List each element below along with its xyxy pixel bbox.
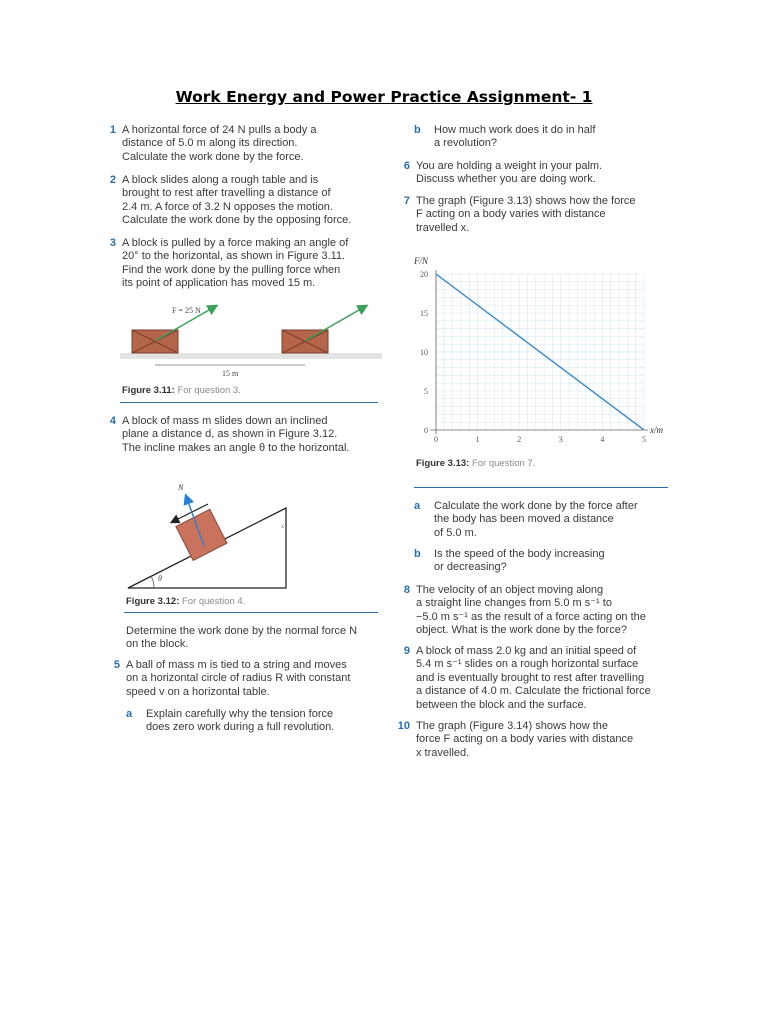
question-line: on a horizontal circle of radius R with constant [126, 672, 351, 685]
question-line: Discuss whether you are doing work. [416, 173, 596, 186]
question-line: of 5.0 m. [434, 526, 477, 539]
force-label: F = 25 N [172, 306, 201, 315]
question-line: distance of 5.0 m along its direction. [122, 137, 298, 150]
x-tick-label: 0 [434, 435, 438, 444]
question-line: A block of mass m slides down an inclined [122, 415, 328, 427]
question-line: Determine the work done by the normal force N [126, 625, 358, 637]
question-line: between the block and the surface. [416, 698, 587, 711]
angle-label: θ [158, 574, 162, 583]
question-number: 10 [397, 720, 410, 732]
subquestion-label: a [126, 708, 133, 720]
question-line: brought to rest after travelling a distance of [122, 187, 331, 200]
subquestion-label: b [414, 548, 421, 560]
caption-text: For question 7. [469, 458, 536, 469]
question-7 [403, 195, 676, 235]
block-end [282, 330, 328, 353]
question-number: 3 [109, 237, 116, 249]
question-line: a revolution? [434, 137, 497, 150]
figure-3-13-caption [416, 458, 535, 469]
question-line: A horizontal force of 24 N pulls a body a [122, 124, 317, 136]
figure-3-12 [96, 478, 386, 592]
figure-3-11-caption [122, 385, 241, 396]
sliding-block [176, 509, 227, 560]
figure-3-11 [120, 298, 382, 380]
question-line: How much work does it do in half [434, 124, 596, 136]
question-line: A block is pulled by a force making an angle of [122, 237, 349, 249]
question-3 [109, 237, 392, 291]
chart-ticks [420, 270, 646, 444]
x-tick-label: 3 [558, 435, 563, 444]
question-6 [403, 160, 676, 187]
divider [414, 487, 668, 488]
question-line: 2.4 m. A force of 3.2 N opposes the motion. [122, 200, 333, 213]
caption-label: Figure 3.12: [126, 596, 180, 607]
question-line: 20° to the horizontal, as shown in Figure 3.11. [122, 250, 346, 263]
question-line: a distance of 4.0 m. Calculate the frictional force [416, 685, 651, 698]
question-line: force F acting on a body varies with distance [416, 733, 634, 746]
block-start [132, 330, 178, 353]
question-number: 6 [403, 160, 410, 172]
x-tick-label: 5 [642, 435, 646, 444]
question-line: 5.4 m s⁻¹ slides on a rough horizontal surface [416, 658, 639, 671]
question-line: The velocity of an object moving along [416, 584, 604, 596]
question-line: The incline makes an angle θ to the horizontal. [122, 441, 350, 454]
subquestion-label: a [414, 500, 421, 512]
page-title: Work Energy and Power Practice Assignment- 1 [175, 88, 593, 106]
question-9 [403, 645, 678, 712]
question-number: 7 [403, 195, 410, 207]
question-line: The graph (Figure 3.13) shows how the force [416, 195, 636, 207]
question-line: Calculate the work done by the force. [122, 150, 304, 163]
divider [120, 402, 378, 403]
question-line: A block slides along a rough table and is [122, 174, 319, 186]
caption-label: Figure 3.11: [122, 385, 175, 396]
floor-surface [120, 353, 382, 359]
question-line: A block of mass 2.0 kg and an initial speed of [416, 645, 637, 657]
distance-label: 15 m [222, 369, 239, 378]
question-7b [414, 548, 674, 575]
question-line: Calculate the work done by the opposing force. [122, 214, 352, 227]
x-axis-label: x/m [650, 425, 663, 435]
question-5b [414, 124, 674, 151]
question-line: Explain carefully why the tension force [146, 708, 334, 720]
question-line: on the block. [126, 638, 189, 651]
question-line: F acting on a body varies with distance [416, 208, 606, 221]
question-line: The graph (Figure 3.14) shows how the [416, 720, 608, 732]
subquestion-label: b [414, 124, 421, 136]
question-number: 8 [403, 584, 410, 596]
caption-label: Figure 3.13: [416, 458, 470, 469]
question-line: Calculate the work done by the force after [434, 500, 638, 512]
figure-3-13-chart [396, 252, 676, 448]
question-8 [403, 584, 678, 638]
question-line: Find the work done by the pulling force when [122, 263, 341, 276]
question-number: 5 [113, 659, 120, 671]
question-7a [414, 500, 674, 540]
x-tick-label: 4 [600, 435, 605, 444]
question-2 [109, 174, 392, 228]
figure-3-12-caption [126, 596, 245, 607]
divider [124, 612, 378, 613]
caption-text: For question 3. [174, 385, 241, 396]
question-1 [109, 124, 382, 164]
question-4-continuation [126, 625, 388, 652]
question-line: x travelled. [416, 746, 470, 759]
question-line: and is eventually brought to rest after travelling [416, 671, 645, 684]
y-tick-label: 5 [424, 387, 428, 396]
y-tick-label: 0 [424, 426, 428, 435]
question-number: 2 [109, 174, 116, 186]
x-tick-label: 1 [475, 435, 480, 444]
question-line: or decreasing? [434, 561, 507, 574]
y-tick-label: 15 [420, 309, 428, 318]
angle-arc [151, 576, 154, 588]
question-line: a straight line changes from 5.0 m s⁻¹ to [416, 597, 612, 610]
y-axis-label: F/N [414, 256, 429, 266]
question-number: 9 [403, 645, 410, 657]
question-line: object. What is the work done by the force? [416, 624, 627, 637]
question-line: its point of application has moved 15 m. [122, 277, 316, 290]
y-tick-label: 20 [420, 270, 428, 279]
question-4 [109, 415, 392, 455]
question-line: does zero work during a full revolution. [146, 721, 335, 734]
question-10 [397, 720, 678, 760]
question-5a [126, 708, 388, 735]
question-line: A ball of mass m is tied to a string and moves [126, 659, 347, 671]
normal-force-label: N [178, 483, 184, 492]
question-line: Is the speed of the body increasing [434, 548, 605, 560]
question-line: travelled x. [416, 221, 470, 234]
side-label: x [281, 524, 284, 530]
question-line: plane a distance d, as shown in Figure 3.12. [122, 428, 338, 441]
question-line: −5.0 m s⁻¹ as the result of a force acting on the [416, 610, 646, 623]
force-arrow-end [305, 306, 366, 341]
caption-text: For question 4. [179, 596, 246, 607]
question-number: 1 [109, 124, 116, 136]
question-line: You are holding a weight in your palm. [416, 160, 603, 172]
question-line: the body has been moved a distance [434, 513, 614, 526]
x-tick-label: 2 [517, 435, 522, 444]
question-5 [113, 659, 388, 699]
question-number: 4 [109, 415, 116, 427]
y-tick-label: 10 [420, 348, 428, 357]
question-line: speed v on a horizontal table. [126, 685, 270, 698]
